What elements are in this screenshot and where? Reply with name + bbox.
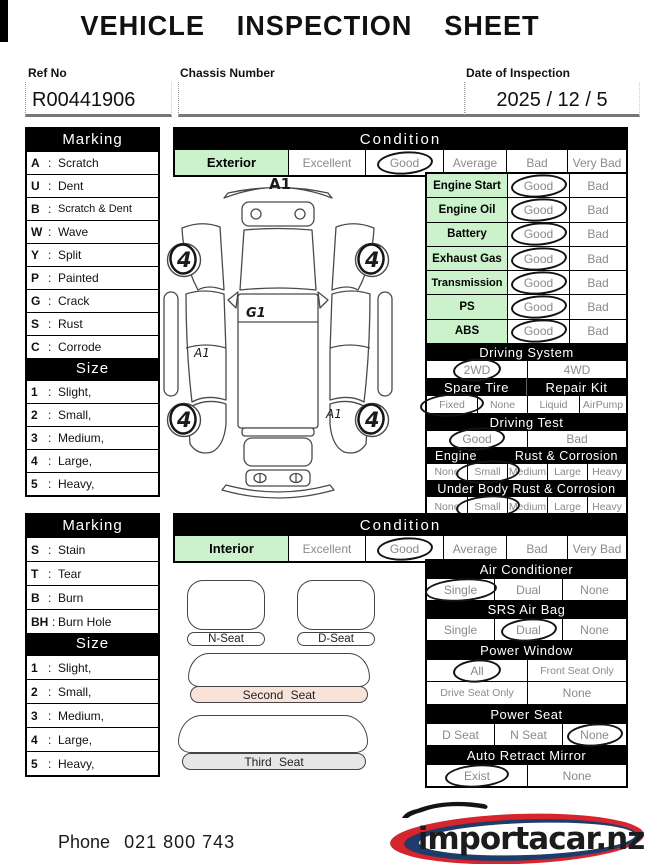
third-seat-shape (178, 715, 368, 753)
driving-system-row: 2WD 4WD (427, 360, 626, 378)
condition-option: Bad (506, 150, 567, 175)
logo-text: importacar.nz (417, 821, 645, 857)
hood (240, 229, 316, 291)
ref-no-value: R00441906 (25, 82, 172, 117)
check-row: ABS Good Bad (427, 319, 626, 343)
air-conditioner-header: Air Conditioner (427, 561, 626, 578)
repair-kit-header: Repair Kit (545, 379, 608, 395)
driving-test-header: Driving Test (427, 413, 626, 430)
seat-n-label: N-Seat (187, 632, 265, 646)
condition-option: Very Bad (567, 536, 626, 561)
damage-mark-front: A1 (268, 175, 292, 193)
condition-option: Average (443, 536, 506, 561)
check-option: Good (507, 295, 569, 318)
underbody-rust-row: None Small Medium Large Heavy (427, 496, 626, 517)
exterior-checks-table (425, 172, 628, 519)
marking-row: S : Rust (27, 312, 158, 335)
power-window-row: Drive Seat Only None (427, 681, 626, 704)
mirror-right (318, 292, 328, 308)
check-row: Transmission Good Bad (427, 270, 626, 294)
print-corner-mark (0, 0, 8, 42)
auto-retract-mirror-header: Auto Retract Mirror (427, 745, 626, 764)
marking-row: C : Corrode (27, 335, 158, 358)
check-row: Battery Good Bad (427, 222, 626, 246)
headlight-left (251, 209, 261, 219)
rear-bumper (222, 485, 334, 498)
third-seat-label: Third Seat (182, 753, 366, 770)
phone-number: 021 800 743 (124, 832, 236, 852)
car-top-view-diagram (158, 172, 428, 504)
size-row: 4 : Large, (27, 727, 158, 751)
marking-row: G : Crack (27, 289, 158, 312)
engine-rust-header: Engine Rust & Corrosion (427, 447, 626, 463)
tire-tread-value: 4 (177, 408, 192, 432)
engine-rust-row: None Small Medium Large Heavy (427, 463, 626, 480)
car-roofline-icon (402, 802, 488, 818)
exterior-condition-table (173, 127, 628, 177)
condition-header: Condition (175, 515, 626, 536)
condition-option: Good (365, 536, 443, 561)
check-row: Engine Oil Good Bad (427, 197, 626, 221)
mirror-left (228, 292, 238, 308)
check-option: Good (507, 247, 569, 270)
marking-table-header: Marking (27, 129, 158, 151)
power-window-row: All Front Seat Only (427, 659, 626, 681)
seat-diagram (173, 560, 423, 790)
chassis-value (178, 82, 466, 117)
size-row: 4 : Large, (27, 449, 158, 472)
power-seat-header: Power Seat (427, 704, 626, 723)
driving-test-row: Good Bad (427, 430, 626, 447)
check-option: Good (507, 271, 569, 294)
size-table-header: Size (27, 358, 158, 380)
check-option: Bad (569, 271, 626, 294)
trunk (244, 438, 312, 466)
srs-airbag-header: SRS Air Bag (427, 600, 626, 618)
tire-tread-value: 4 (365, 408, 380, 432)
damage-mark-left-door: A1 (194, 346, 210, 360)
size-row: 5 : Heavy, (27, 751, 158, 775)
check-option: Bad (569, 174, 626, 197)
marking-row: A : Scratch (27, 151, 158, 174)
interior-row-label: Interior (175, 536, 288, 561)
tire-tread-value: 4 (177, 248, 192, 272)
check-row: Exhaust Gas Good Bad (427, 246, 626, 270)
size-row: 1 : Slight, (27, 655, 158, 679)
marking-row: B : Burn (27, 585, 158, 609)
seat-d-label: D-Seat (297, 632, 375, 646)
marking-row: U : Dent (27, 174, 158, 197)
condition-option: Excellent (288, 536, 365, 561)
condition-option: Excellent (288, 150, 365, 175)
exterior-row-label: Exterior (175, 150, 288, 175)
marking-row: B : Scratch & Dent (27, 197, 158, 220)
condition-option: Very Bad (567, 150, 626, 175)
inspection-date-label: Date of Inspection (466, 66, 571, 80)
marking-row: S : Stain (27, 537, 158, 561)
driving-system-header: Driving System (427, 343, 626, 360)
size-row: 3 : Medium, (27, 703, 158, 727)
condition-option: Good (365, 150, 443, 175)
chassis-label: Chassis Number (180, 66, 275, 80)
check-option: Good (507, 320, 569, 343)
interior-equipment-table (425, 559, 628, 788)
check-option: Bad (569, 198, 626, 221)
underbody-rust-header: Under Body Rust & Corrosion (427, 480, 626, 496)
size-table-header: Size (27, 633, 158, 655)
interior-marking-table (25, 513, 160, 777)
headlight-right (295, 209, 305, 219)
check-option: Good (507, 174, 569, 197)
marking-row: BH : Burn Hole (27, 609, 158, 633)
check-row: Engine Start Good Bad (427, 174, 626, 197)
size-row: 2 : Small, (27, 679, 158, 703)
page-title: VEHICLE INSPECTION SHEET (80, 10, 540, 41)
check-option: Bad (569, 320, 626, 343)
footer-phone (58, 832, 235, 853)
air-conditioner-row: Single Dual None (427, 578, 626, 600)
check-option: Good (507, 198, 569, 221)
interior-condition-table (173, 513, 628, 563)
check-option: Bad (569, 295, 626, 318)
seat-d-shape (297, 580, 375, 630)
second-seat-shape (188, 653, 370, 687)
exterior-marking-table (25, 127, 160, 497)
phone-label: Phone (58, 832, 111, 852)
power-seat-row: D Seat N Seat None (427, 723, 626, 745)
brand-logo (386, 796, 648, 864)
spare-repair-row: Fixed None Liquid AirPump (427, 395, 626, 413)
size-row: 1 : Slight, (27, 380, 158, 403)
marking-table-header: Marking (27, 515, 158, 537)
marking-row: W : Wave (27, 220, 158, 243)
srs-airbag-row: Single Dual None (427, 618, 626, 640)
spare-tire-header: Spare Tire (444, 379, 509, 395)
marking-row: Y : Split (27, 243, 158, 266)
marking-row: P : Painted (27, 266, 158, 289)
check-option: Bad (569, 247, 626, 270)
size-row: 3 : Medium, (27, 426, 158, 449)
inspection-date-value: 2025 / 12 / 5 (464, 82, 640, 117)
seat-n-shape (187, 580, 265, 630)
condition-option: Bad (506, 536, 567, 561)
second-seat-label: Second Seat (190, 686, 368, 703)
rocker-right (378, 292, 392, 396)
marking-row: T : Tear (27, 561, 158, 585)
check-option: Good (507, 223, 569, 246)
rocker-left (164, 292, 178, 396)
damage-mark-glass: G1 (246, 306, 266, 321)
tire-tread-value: 4 (365, 248, 380, 272)
power-window-header: Power Window (427, 640, 626, 659)
damage-mark-right-quarter: A1 (326, 407, 342, 421)
size-row: 5 : Heavy, (27, 472, 158, 495)
auto-retract-mirror-row: Exist None (427, 764, 626, 786)
ref-no-label: Ref No (28, 66, 67, 80)
size-row: 2 : Small, (27, 403, 158, 426)
check-row: PS Good Bad (427, 294, 626, 318)
check-option: Bad (569, 223, 626, 246)
rear-window (242, 428, 314, 436)
condition-option: Average (443, 150, 506, 175)
condition-header: Condition (175, 129, 626, 150)
